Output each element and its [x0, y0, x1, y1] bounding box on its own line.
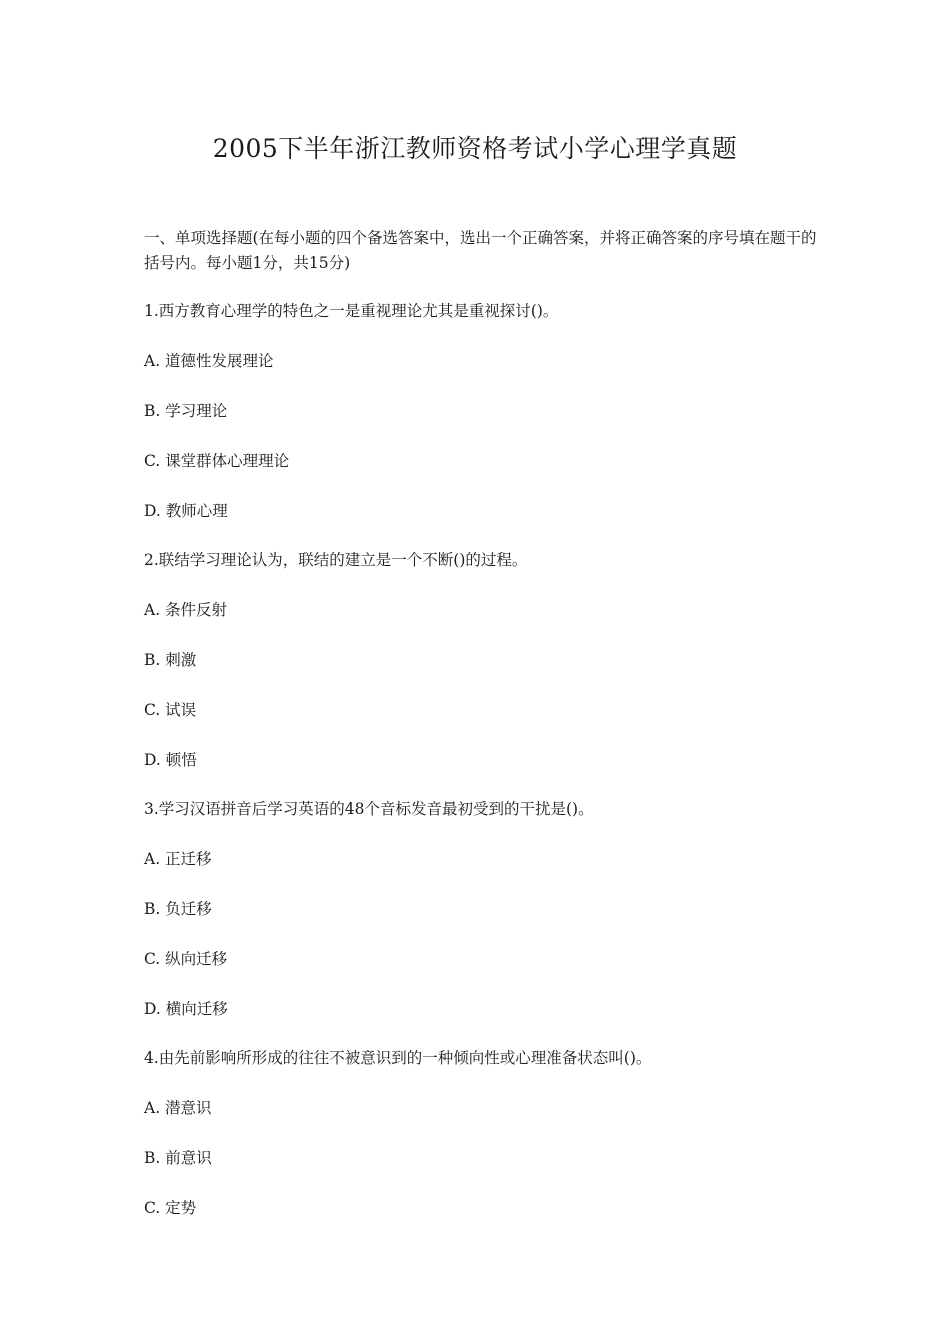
document-title: 2005下半年浙江教师资格考试小学心理学真题	[212, 134, 738, 163]
question-3-option-c: C. 纵向迁移	[144, 950, 228, 968]
question-4-option-b: B. 前意识	[144, 1149, 212, 1167]
question-3-option-d: D. 横向迁移	[144, 1000, 228, 1018]
question-2-option-c: C. 试误	[144, 701, 197, 719]
question-4-stem: 4.由先前影响所形成的往往不被意识到的一种倾向性或心理准备状态叫()。	[144, 1049, 652, 1067]
question-3-option-a: A. 正迁移	[144, 850, 212, 868]
question-3-stem: 3.学习汉语拼音后学习英语的48个音标发音最初受到的干扰是()。	[144, 800, 594, 818]
question-4-option-c: C. 定势	[144, 1199, 197, 1217]
question-1-option-b: B. 学习理论	[144, 402, 228, 420]
question-2-stem: 2.联结学习理论认为，联结的建立是一个不断()的过程。	[144, 551, 528, 569]
question-4-option-a: A. 潜意识	[144, 1099, 212, 1117]
question-2-option-a: A. 条件反射	[144, 601, 228, 619]
section-heading: 一、单项选择题(在每小题的四个备选答案中，选出一个正确答案，并将正确答案的序号填在题干的括号内。每小题1分，共15分)	[144, 229, 817, 272]
question-2-option-b: B. 刺激	[144, 651, 197, 669]
question-1-stem: 1.西方教育心理学的特色之一是重视理论尤其是重视探讨()。	[144, 302, 559, 320]
question-1-option-d: D. 教师心理	[144, 502, 228, 520]
question-1-option-a: A. 道德性发展理论	[144, 352, 274, 370]
question-2-option-d: D. 顿悟	[144, 751, 197, 769]
question-1-option-c: C. 课堂群体心理理论	[144, 452, 290, 470]
question-3-option-b: B. 负迁移	[144, 900, 212, 918]
